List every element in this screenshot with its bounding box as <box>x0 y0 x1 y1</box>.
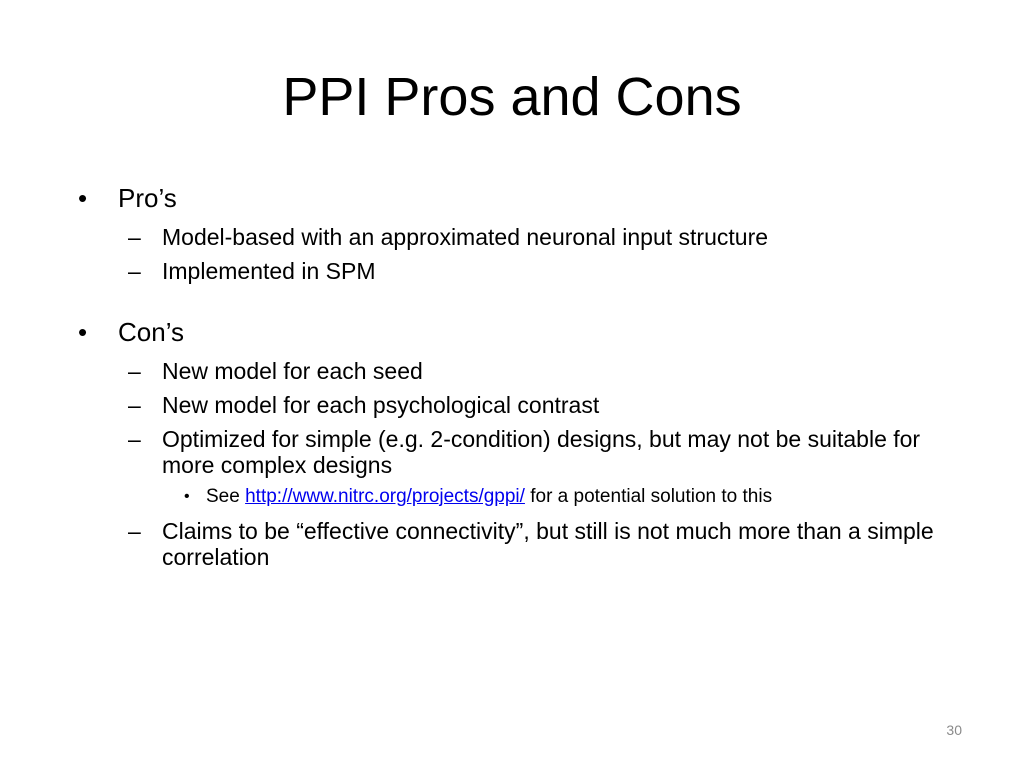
bullet-icon: • <box>78 317 88 347</box>
sub-note-suffix: for a potential solution to this <box>530 486 773 507</box>
pros-item-text: Model-based with an approximated neuronal input structure <box>162 224 769 250</box>
dash-icon: – <box>128 224 141 250</box>
sub-note-prefix: See <box>206 486 240 507</box>
cons-item-text: New model for each seed <box>162 358 423 384</box>
bullet-icon: • <box>78 183 88 213</box>
page-number: 30 <box>946 722 962 738</box>
slide-content <box>74 180 954 570</box>
dash-icon: – <box>128 518 141 544</box>
dash-icon: – <box>128 258 141 284</box>
cons-heading-text: Con’s <box>118 317 185 347</box>
dash-icon: – <box>128 392 141 418</box>
pros-item <box>74 224 954 250</box>
dash-icon: – <box>128 358 141 384</box>
bullet-icon: • <box>184 488 190 505</box>
cons-heading <box>74 314 954 350</box>
dash-icon: – <box>128 426 141 452</box>
pros-item-text: Implemented in SPM <box>162 258 376 284</box>
pros-item <box>74 258 954 284</box>
cons-item <box>74 426 954 478</box>
section-spacer <box>74 284 954 314</box>
cons-sub-note <box>74 484 954 510</box>
pros-heading-text: Pro’s <box>118 183 177 213</box>
gppi-link[interactable]: http://www.nitrc.org/projects/gppi/ <box>245 486 525 507</box>
cons-item-text: Optimized for simple (e.g. 2-condition) designs, but may not be suitable for more complex designs <box>162 426 921 478</box>
pros-heading <box>74 180 954 216</box>
cons-item-text: New model for each psychological contrast <box>162 392 600 418</box>
slide-title: PPI Pros and Cons <box>282 67 742 127</box>
cons-item <box>74 358 954 384</box>
cons-item-text: Claims to be “effective connectivity”, but still is not much more than a simple correlation <box>162 518 934 570</box>
cons-item <box>74 518 954 570</box>
cons-item <box>74 392 954 418</box>
